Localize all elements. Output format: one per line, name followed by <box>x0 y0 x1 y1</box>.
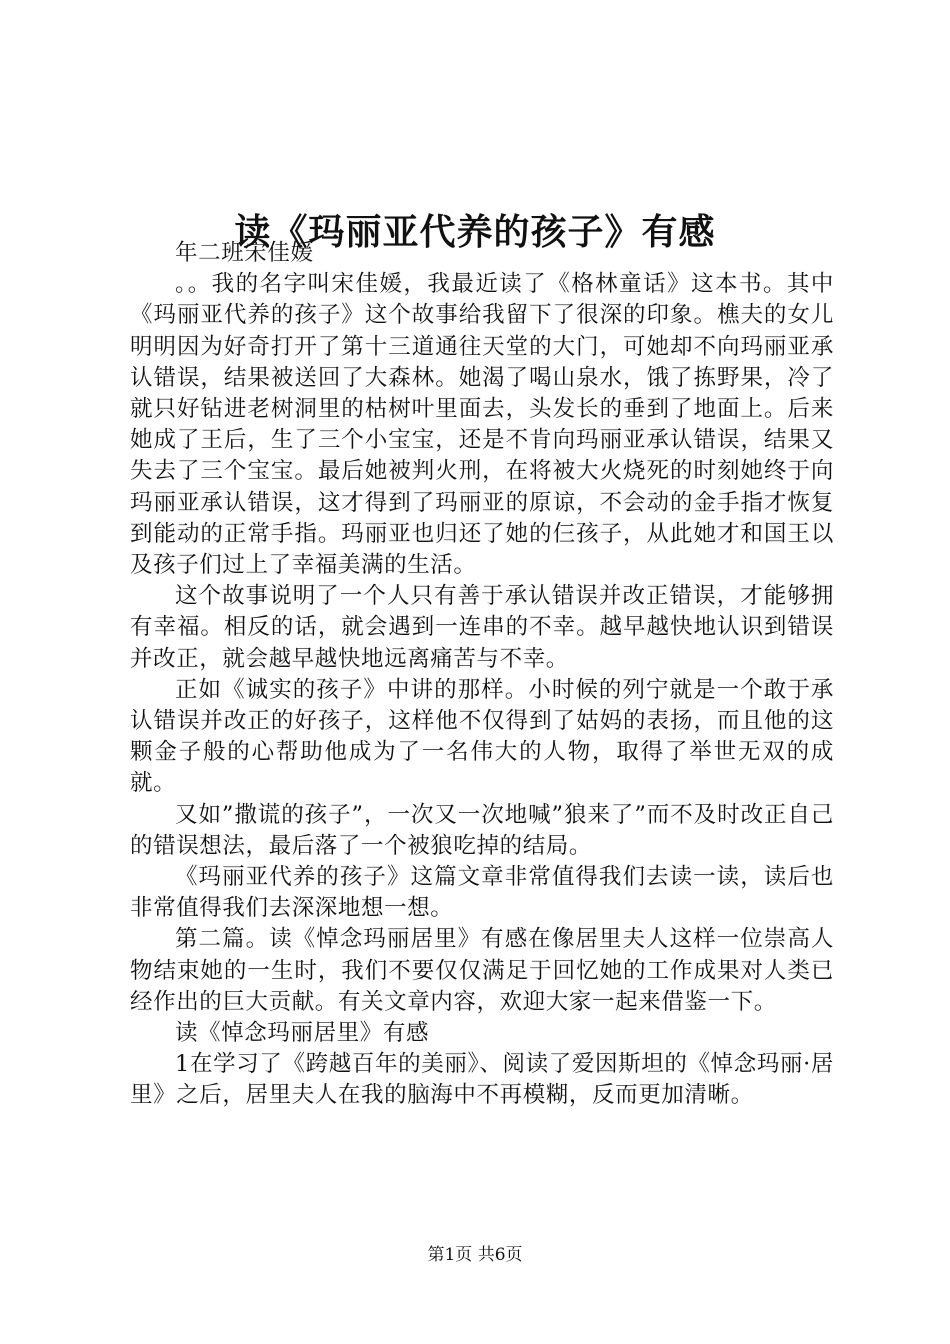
document-title: 读《玛丽亚代养的孩子》有感 <box>234 211 716 254</box>
author-line: 年二班宋佳媛 <box>175 240 314 266</box>
paragraph: 这个故事说明了一个人只有善于承认错误并改正错误，才能够拥有幸福。相反的话，就会遇到一连串的不幸。越早越快地认识到错误并改正，就会越早越快地远离痛苦与不幸。 <box>130 583 834 672</box>
paragraph: 1在学习了《跨越百年的美丽》、阅读了爱因斯坦的《悼念玛丽·居里》之后，居里夫人在我的脑海中不再模糊，反而更加清晰。 <box>130 1051 834 1109</box>
paragraph: 又如”撒谎的孩子”，一次又一次地喊”狼来了”而不及时改正自己的错误想法，最后落了一个被狼吃掉的结局。 <box>130 801 834 859</box>
paragraph: 《玛丽亚代养的孩子》这篇文章非常值得我们去读一读，读后也非常值得我们去深深地想一想。 <box>130 864 834 922</box>
paragraph: 正如《诚实的孩子》中讲的那样。小时候的列宁就是一个敢于承认错误并改正的好孩子，这样他不仅得到了姑妈的表扬，而且他的这颗金子般的心帮助他成为了一名伟大的人物，取得了举世无双的成就。 <box>130 676 834 797</box>
section-heading: 读《悼念玛丽居里》有感 <box>175 1020 430 1047</box>
paragraph: 第二篇。读《悼念玛丽居里》有感在像居里夫人这样一位崇高人物结束她的一生时，我们不要仅仅满足于回忆她的工作成果对人类已经作出的巨大贡献。有关文章内容，欢迎大家一起来借鉴一下。 <box>130 926 834 1015</box>
page-footer: 第1页 共6页 <box>427 1245 523 1265</box>
document-body <box>130 238 834 1112</box>
paragraph: 。。我的名字叫宋佳媛，我最近读了《格林童话》这本书。其中《玛丽亚代养的孩子》这个故事给我留下了很深的印象。樵夫的女儿明明因为好奇打开了第十三道通往天堂的大门，可她却不向玛丽亚承认错误，结果被送回了大森林。她渴了喝山泉水，饿了拣野果，冷了就只好钻进老树洞里的枯树叶里面去，头发长的垂到了地面上。后来她成了王后，生了三个小宝宝，还是不肯向玛丽亚承认错误，结果又失去了三个宝宝。最后她被判火刑，在将被大火烧死的时刻她终于向玛丽亚承认错误，这才得到了玛丽亚的原谅，不会动的金手指才恢复到能动的正常手指。玛丽亚也归还了她的仨孩子，从此她才和国王以及孩子们过上了幸福美满的生活。 <box>130 271 834 579</box>
